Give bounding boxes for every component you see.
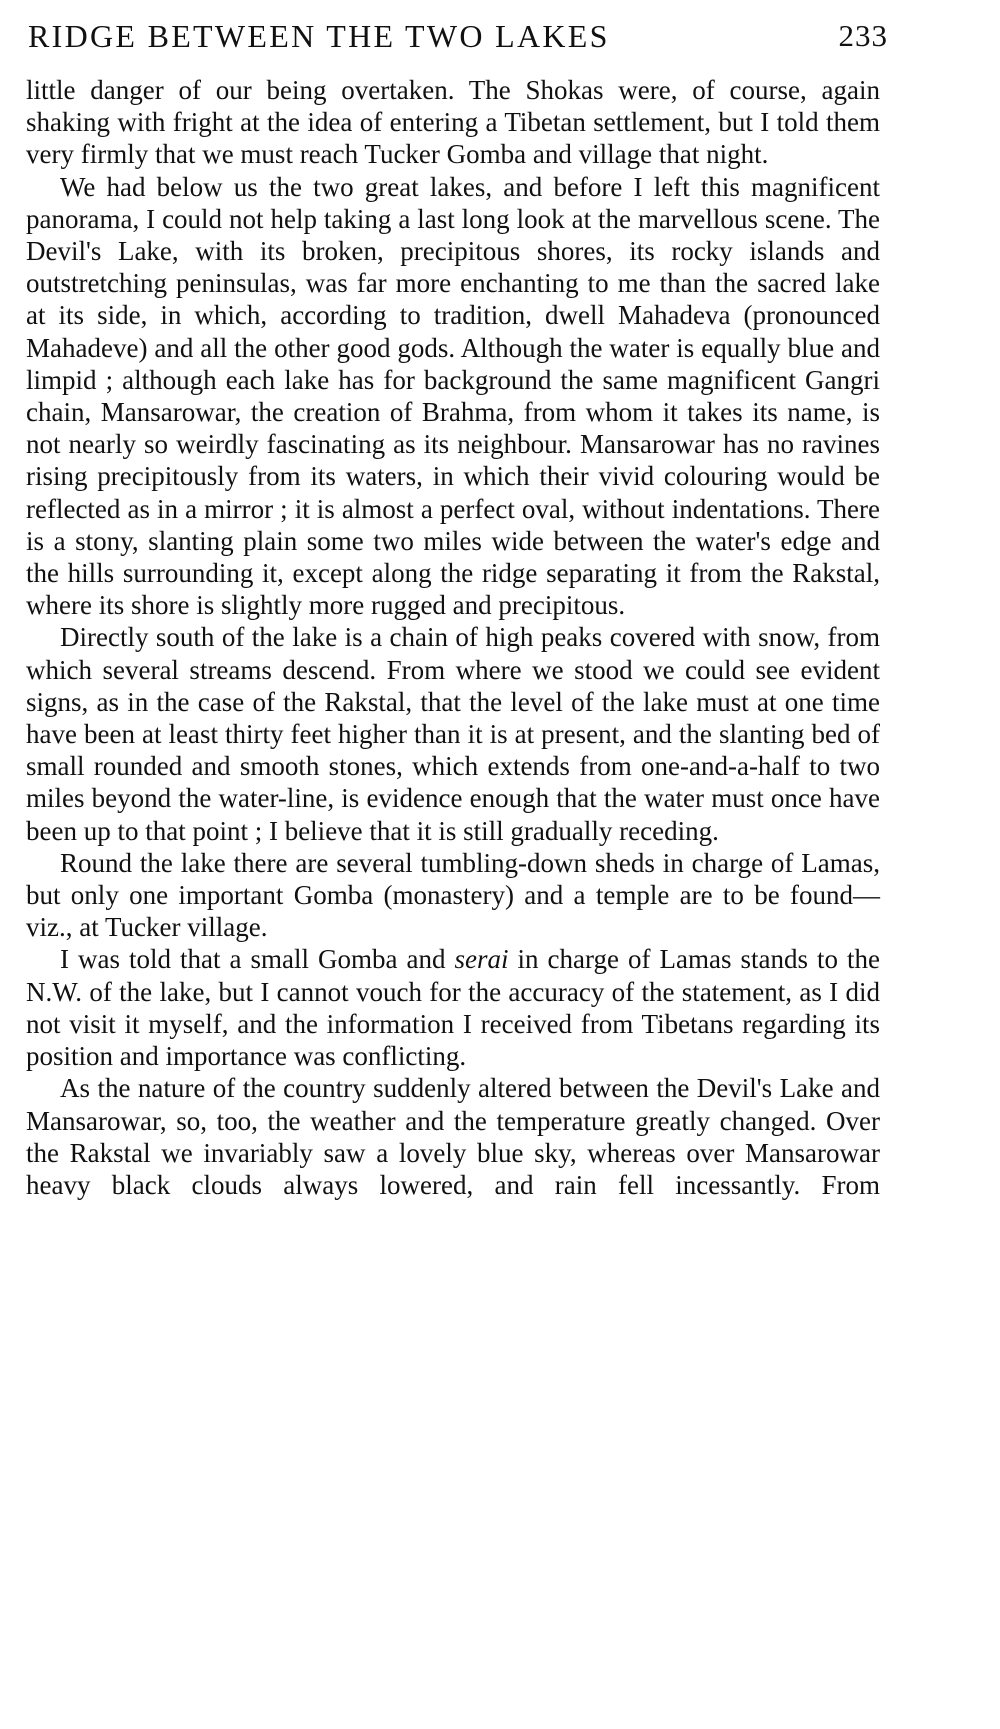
paragraph-monastery: Round the lake there are several tumbling-down sheds in charge of Lamas, but only one important Gomba (monastery) and a temple are to be found—viz., at Tucker village. [26,847,880,943]
paragraph-serai-after: in charge of Lamas stands to the N.W. of the lake, but I cannot vouch for the accuracy of the statement, as I did not visit it myself, and the information I received from Tibetans regarding its position and importance was conflicting. [26,944,880,1072]
body-text [26,74,880,1201]
serai-italic-word: serai [454,944,509,975]
paragraph-south-peaks: Directly south of the lake is a chain of high peaks covered with snow, from which several streams descend. From where we stood we could see evident signs, as in the case of the Rakstal, that the level of the lake must at one time have been at least thirty feet higher than it is at present, and the slanting bed of small rounded and smooth stones, which extends from one-and-a-half to two miles beyond the water-line, is evidence enough that the water must once have been up to that point ; I believe that it is still gradually receding. [26,622,880,846]
paragraph-serai [26,943,880,1072]
paragraph-weather: As the nature of the country suddenly altered between the Devil's Lake and Mansarowar, so, too, the weather and the temperature greatly changed. Over the Rakstal we invariably saw a lovely blue sky, whereas over Mansarowar heavy black clouds always lowered, and rain fell incessantly. From [26,1073,880,1200]
paragraph-lakes-panorama: We had below us the two great lakes, and before I left this magnificent panorama, I could not help taking a last long look at the marvellous scene. The Devil's Lake, with its broken, precipitous shores, its rocky islands and outstretching peninsulas, was far more enchanting to me than the sacred lake at its side, in which, according to tradition, dwell Mahadeva (pronounced Mahadeve) and all the other good gods. Although the water is equally blue and limpid ; although each lake has for background the same magnificent Gangri chain, Mansarowar, the creation of Brahma, from whom it takes its name, is not nearly so weirdly fascinating as its neighbour. Mansarowar has no ravines rising precipitously from its waters, in which their vivid colouring would be reflected as in a mirror ; it is almost a perfect oval, without indentations. There is a stony, slanting plain some two miles wide between the water's edge and the hills surrounding it, except along the ridge separating it from the Rakstal, where its shore is slightly more rugged and precipitous. [26,171,880,621]
paragraph-continued: little danger of our being overtaken. The Shokas were, of course, again shaking with fright at the idea of entering a Tibetan settlement, but I told them very firmly that we must reach Tucker Gomba and village that night. [26,75,880,170]
page-number: 233 [838,18,888,53]
running-title: RIDGE BETWEEN THE TWO LAKES [28,18,610,54]
running-head [28,16,888,56]
paragraph-serai-before: I was told that a small Gomba and [60,944,455,975]
